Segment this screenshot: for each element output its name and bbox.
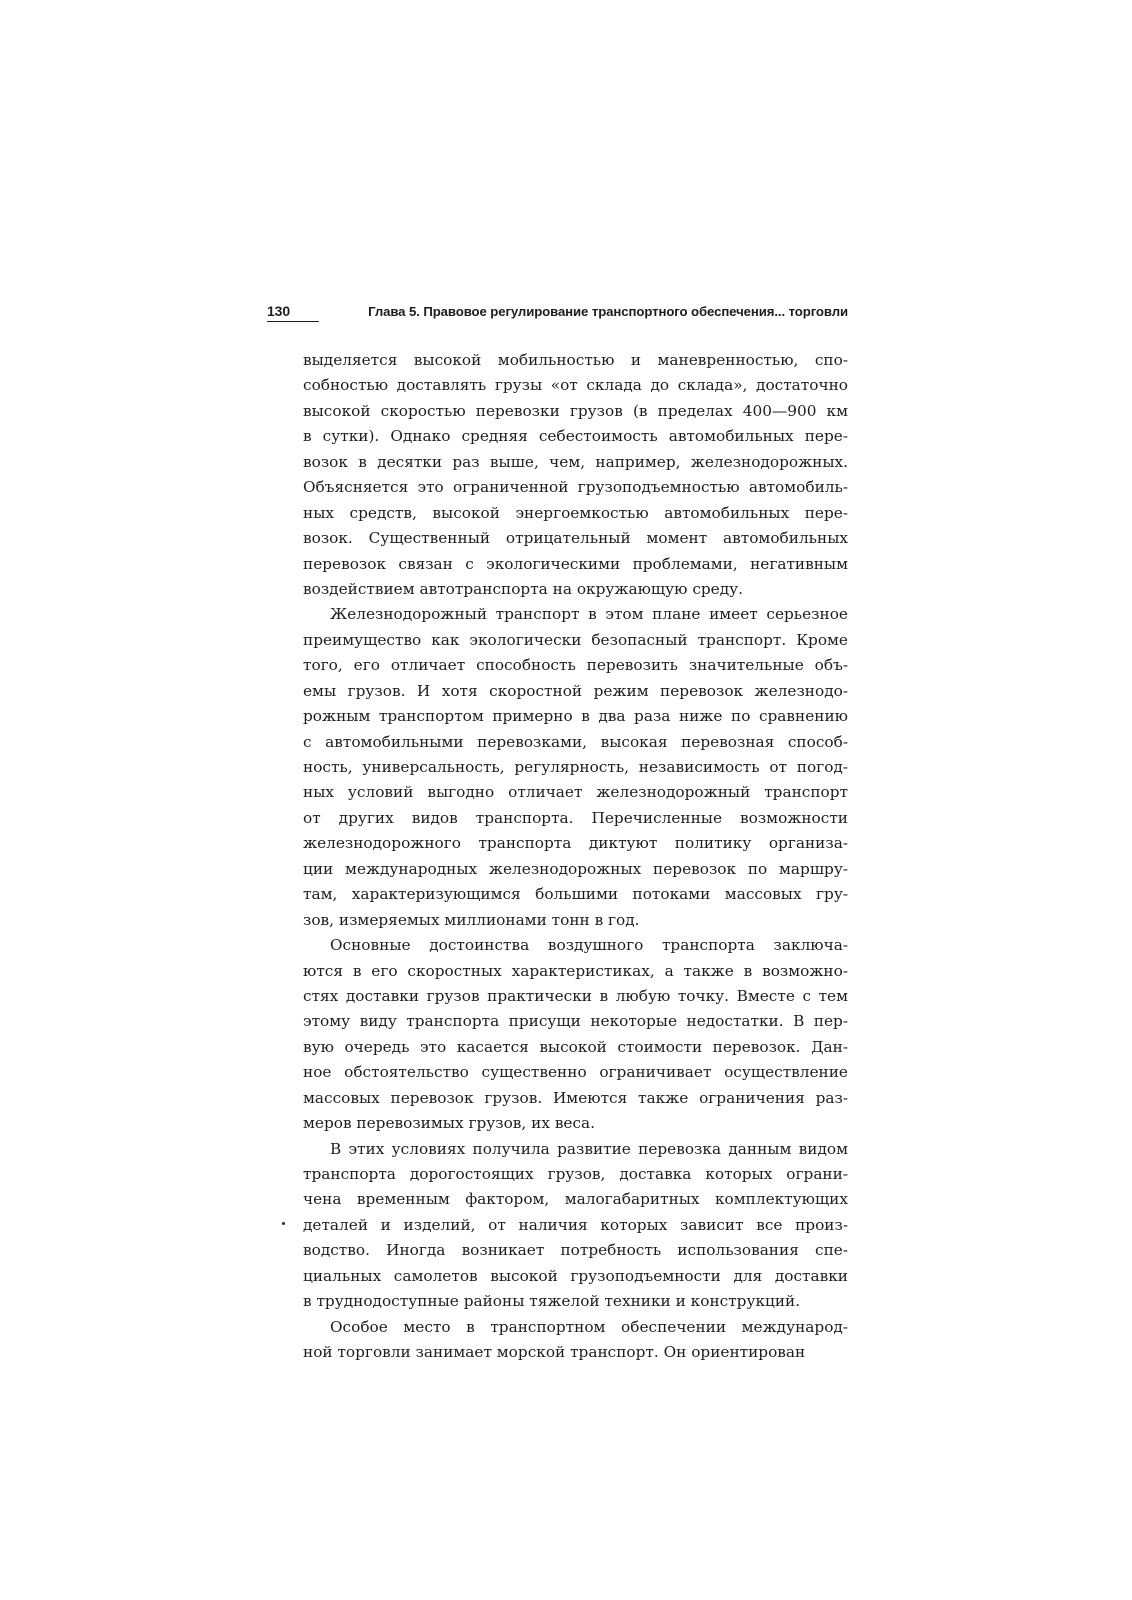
- scan-speck: [282, 1222, 285, 1225]
- text-line: водство. Иногда возникает потребность использования спе-: [303, 1241, 848, 1260]
- text-line: чена временным фактором, малогабаритных комплектующих: [303, 1190, 848, 1209]
- text-line: в труднодоступные районы тяжелой техники и конструкций.: [303, 1292, 801, 1311]
- text-line: ных средств, высокой энергоемкостью автомобильных пере-: [303, 503, 848, 522]
- text-line: Особое место в транспортном обеспечении международ-: [330, 1317, 848, 1336]
- text-line: железнодорожного транспорта диктуют политику организа-: [303, 834, 848, 853]
- text-line: перевозок связан с экологическими проблемами, негативным: [303, 554, 848, 573]
- text-line: В этих условиях получила развитие перевозка данным видом: [330, 1139, 848, 1158]
- text-line: ции международных железнодорожных перевозок по маршру-: [303, 859, 848, 878]
- text-line: собностью доставлять грузы «от склада до склада», достаточно: [303, 376, 848, 395]
- header-rule: [267, 321, 319, 322]
- text-line: возок в десятки раз выше, чем, например, железнодорожных.: [303, 452, 848, 471]
- text-line: транспорта дорогостоящих грузов, доставка которых ограни-: [303, 1165, 848, 1183]
- text-line: того, его отличает способность перевозить значительные объ-: [303, 656, 848, 675]
- text-line: высокой скоростью перевозки грузов (в пределах 400—900 км: [303, 401, 848, 420]
- text-line: ной торговли занимает морской транспорт. Он ориентирован: [303, 1343, 806, 1362]
- text-line: Железнодорожный транспорт в этом плане имеет серьезное: [330, 605, 848, 624]
- text-line: меров перевозимых грузов, их веса.: [303, 1114, 596, 1133]
- text-line: в сутки). Однако средняя себестоимость автомобильных пере-: [303, 427, 848, 446]
- text-line: там, характеризующимся большими потоками массовых гру-: [303, 885, 848, 904]
- text-line: вую очередь это касается высокой стоимости перевозок. Дан-: [303, 1037, 848, 1056]
- text-line: преимущество как экологически безопасный транспорт. Кроме: [303, 630, 848, 649]
- text-line: Основные достоинства воздушного транспорта заключа-: [330, 936, 848, 955]
- text-line: ное обстоятельство существенно ограничивает осуществление: [303, 1063, 848, 1082]
- text-line: циальных самолетов высокой грузоподъемности для доставки: [303, 1266, 848, 1285]
- text-line: Объясняется это ограниченной грузоподъемностью автомобиль-: [303, 478, 848, 497]
- text-line: массовых перевозок грузов. Имеются также ограничения раз-: [303, 1088, 848, 1107]
- text-line: выделяется высокой мобильностью и маневренностью, спо-: [303, 351, 848, 369]
- text-line: возок. Существенный отрицательный момент автомобильных: [303, 529, 848, 548]
- text-line: воздействием автотранспорта на окружающую среду.: [303, 579, 744, 598]
- text-line: ность, универсальность, регулярность, независимость от погод-: [303, 758, 848, 776]
- text-line: этому виду транспорта присущи некоторые недостатки. В пер-: [303, 1012, 848, 1031]
- body-text: [303, 348, 848, 1366]
- text-line: зов, измеряемых миллионами тонн в год.: [303, 910, 640, 929]
- page-number: 130: [267, 303, 291, 319]
- text-line: ных условий выгодно отличает железнодорожный транспорт: [303, 783, 848, 802]
- page-header: [267, 303, 848, 325]
- text-line: с автомобильными перевозками, высокая перевозная способ-: [303, 732, 848, 751]
- text-line: стях доставки грузов практически в любую точку. Вместе с тем: [303, 986, 848, 1005]
- text-line: емы грузов. И хотя скоростной режим перевозок железнодо-: [303, 681, 848, 700]
- text-line: деталей и изделий, от наличия которых зависит все произ-: [303, 1215, 848, 1234]
- text-line: от других видов транспорта. Перечисленные возможности: [303, 808, 848, 827]
- text-line: ются в его скоростных характеристиках, а также в возможно-: [303, 961, 848, 980]
- running-title: Глава 5. Правовое регулирование транспортного обеспечения... торговли: [368, 304, 848, 319]
- text-line: рожным транспортом примерно в два раза ниже по сравнению: [303, 707, 848, 726]
